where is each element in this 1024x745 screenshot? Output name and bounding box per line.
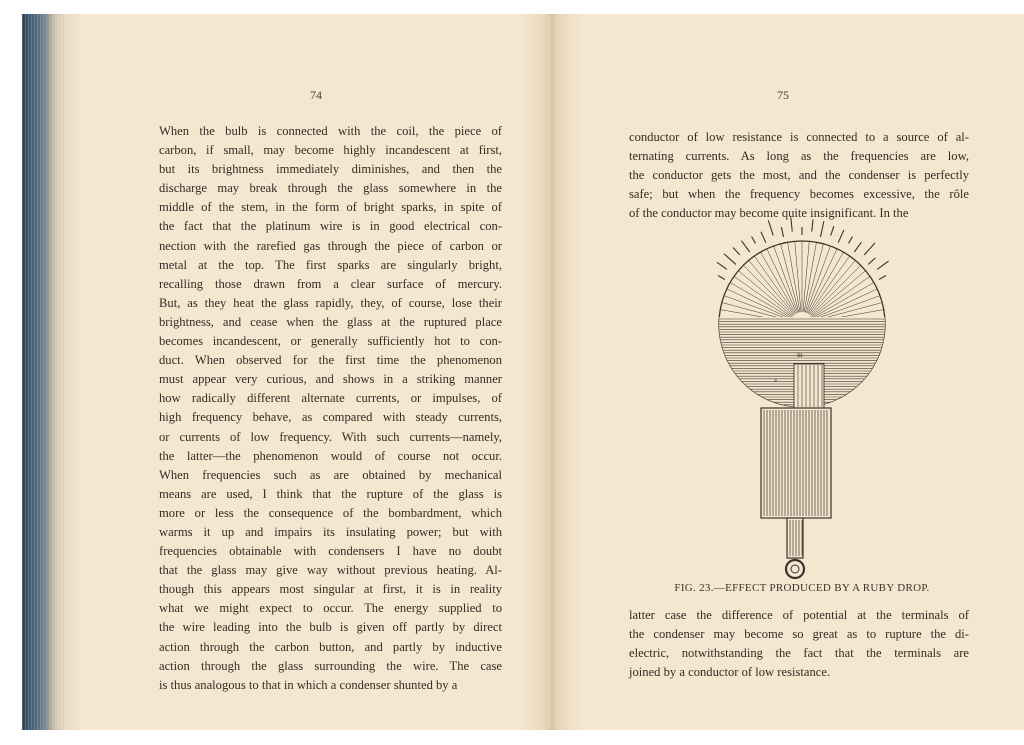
bulb-stem	[787, 518, 803, 558]
inner-ray	[810, 265, 860, 315]
ray	[849, 237, 853, 244]
inner-ray	[743, 265, 793, 315]
ray	[877, 261, 888, 269]
ray	[761, 232, 766, 243]
inner-ray	[767, 249, 797, 313]
figure-caption: FIG. 23.—EFFECT PRODUCED BY A RUBY DROP.	[674, 582, 930, 594]
ray	[733, 247, 740, 254]
terminal-ring	[786, 560, 804, 578]
terminal-ring-inner	[791, 565, 799, 573]
text-line: duct. When observed for the first time the phenomenon	[159, 353, 502, 368]
left-page	[80, 14, 552, 730]
ray	[741, 241, 749, 252]
inner-ray	[807, 249, 837, 313]
text-line: action through the carbon button, and partly by inductive	[159, 639, 502, 654]
text-line: recalling those drawn from a clear surface of mercury.	[159, 276, 502, 291]
text-line: means are used, I think that the rupture of the glass is	[159, 486, 502, 501]
inner-ray	[812, 276, 870, 317]
text-line: electric, notwithstanding the fact that the terminals are	[629, 646, 969, 661]
ray	[768, 220, 773, 235]
ray	[724, 254, 736, 265]
right-page-body-top	[629, 128, 969, 223]
book-spread	[22, 14, 1024, 730]
bulb-inner-lines	[720, 241, 883, 322]
text-line: the fact that the platinum wire is in good electrical con-	[159, 219, 502, 234]
text-line: warms it up and impairs its insulating power; but with	[159, 524, 502, 539]
ray	[718, 276, 725, 280]
ray	[752, 237, 756, 244]
text-line: becomes incandescent, or generally sufficiently hot to con-	[159, 334, 502, 349]
text-line: When frequencies such as are obtained by mechanical	[159, 467, 502, 482]
radiating-rays	[717, 218, 889, 280]
text-line: how radically different alternate currents, or impulses, of	[159, 391, 502, 406]
text-line: but its brightness immediately diminishes, and then the	[159, 162, 502, 177]
text-line: brightness, and cease when the glass at the ruptured place	[159, 314, 502, 329]
page-number-right: 75	[777, 88, 789, 102]
bulb-base	[761, 408, 831, 518]
label-s: s	[774, 377, 778, 384]
ray	[879, 276, 886, 280]
text-line: When the bulb is connected with the coil, the piece of	[159, 124, 502, 138]
ray	[838, 230, 844, 243]
inner-ray	[754, 256, 795, 314]
inner-ray	[727, 289, 791, 319]
text-line: must appear very curious, and shows in a striking manner	[159, 372, 502, 387]
right-page	[552, 14, 1024, 730]
text-line: of the conductor may become quite insignificant. In the	[629, 206, 909, 221]
ray	[791, 218, 792, 232]
text-line: frequencies obtainable with condensers I have no doubt	[159, 544, 502, 559]
ray	[864, 243, 875, 255]
text-line: middle of the stem, in the form of bright sparks, in spite of	[159, 200, 502, 215]
inner-ray	[809, 256, 850, 314]
text-line: though this appears most singular at first, it is in reality	[159, 582, 502, 597]
text-line: the condenser may become so great as to rupture the di-	[629, 627, 969, 642]
text-line: ternating currents. As long as the frequencies are low,	[629, 149, 969, 164]
text-line: is thus analogous to that in which a condenser shunted by a	[159, 677, 458, 692]
text-line: discharge may break through the glass somewhere in the	[159, 181, 502, 196]
text-line: the conductor gets the most, and the condenser is perfectly	[629, 168, 969, 183]
inner-ray	[813, 289, 877, 319]
ray	[868, 258, 875, 265]
ray	[854, 242, 861, 252]
inner-cylinder	[794, 364, 824, 408]
text-line: that the glass may give way without previous heating. Al-	[159, 563, 502, 578]
ray	[831, 226, 834, 236]
text-line: carbon, if small, may become highly incandescent at first,	[159, 143, 502, 158]
ray	[781, 227, 783, 237]
text-line: joined by a conductor of low resistance.	[629, 665, 831, 680]
text-line: nection with the rarefied gas through the piece of carbon or	[159, 238, 502, 253]
text-line: But, as they heat the glass rapidly, they, of course, lose their	[159, 295, 502, 310]
ray	[812, 220, 813, 232]
page-edge-lines	[22, 14, 80, 730]
text-line: what we might expect to occur. The energy supplied to	[159, 601, 502, 616]
text-line: metal at the top. The first sparks are singularly bright,	[159, 257, 502, 272]
ray	[821, 221, 824, 237]
text-line: or currents of low frequency. With such currents—namely,	[159, 429, 502, 444]
text-line: conductor of low resistance is connected to a source of al-	[629, 130, 969, 144]
text-line: action through the glass surrounding the wire. The case	[159, 658, 502, 673]
right-page-body-bottom	[629, 606, 969, 682]
ray	[717, 262, 727, 269]
left-page-body	[159, 122, 502, 695]
text-line: the wire leading into the bulb is given off partly by direct	[159, 620, 502, 635]
text-line: latter case the difference of potential at the terminals of	[629, 608, 969, 622]
label-m: m	[797, 352, 803, 359]
text-line: more or less the consequence of the bombardment, which	[159, 505, 502, 520]
text-line: the latter—the phenomenon would of course not occur.	[159, 448, 502, 463]
text-line: safe; but when the frequency becomes excessive, the rôle	[629, 187, 969, 202]
ruby-drop-bulb-illustration	[702, 214, 902, 584]
text-line: high frequency behave, as compared with steady currents,	[159, 410, 502, 425]
inner-ray	[734, 276, 792, 317]
page-number-left: 74	[310, 88, 322, 102]
